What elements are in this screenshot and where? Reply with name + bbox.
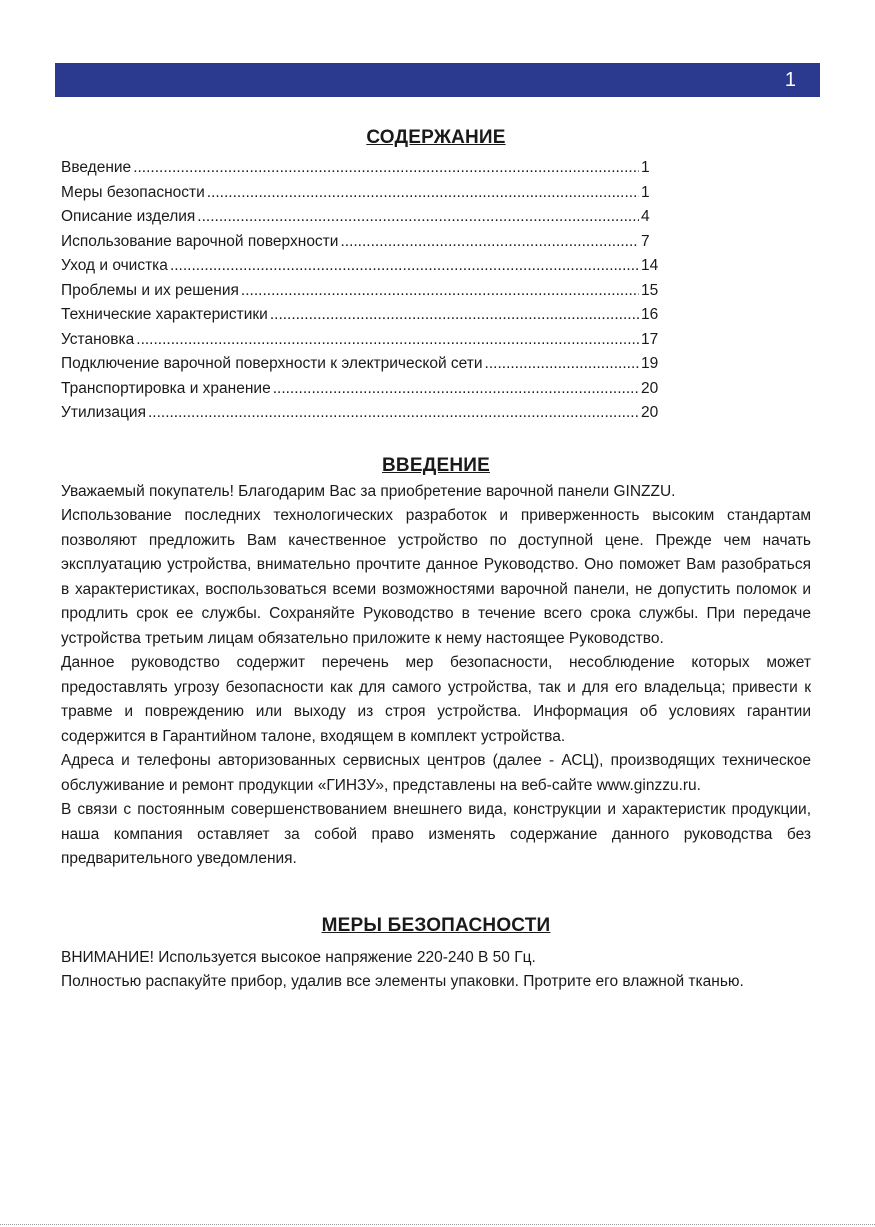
toc-item[interactable]: [61, 352, 659, 377]
toc-dot-leader: [273, 377, 639, 402]
toc-dot-leader: [148, 401, 639, 426]
toc-item-page: 4: [641, 208, 650, 225]
toc-item-title: Описание изделия: [61, 208, 196, 225]
intro-paragraph: Адреса и телефоны авторизованных сервисных центров (далее - АСЦ), производящих техническое обслуживание и ремонт продукции «ГИНЗУ», представлены на веб-сайте www.ginzzu.ru.: [61, 752, 811, 794]
page-content: [61, 124, 811, 995]
toc-dot-leader: [133, 156, 639, 181]
toc-item-title: Установка: [61, 330, 135, 348]
toc-item[interactable]: [61, 401, 659, 426]
toc-dot-leader: [136, 328, 639, 353]
toc-dot-leader: [170, 254, 639, 279]
toc-item-title: Введение: [61, 159, 132, 176]
page-bottom-divider: [0, 1224, 875, 1225]
toc-item[interactable]: [61, 181, 659, 206]
safety-heading: МЕРЫ БЕЗОПАСНОСТИ: [321, 914, 551, 936]
toc-item-title: Использование варочной поверхности: [61, 232, 339, 250]
intro-paragraph: Уважаемый покупатель! Благодарим Вас за приобретение варочной панели GINZZU.: [61, 482, 676, 500]
toc-item-page: 17: [641, 330, 659, 348]
toc-item[interactable]: [61, 377, 659, 402]
toc-dot-leader: [241, 279, 639, 304]
toc-item-page: 16: [641, 306, 659, 323]
toc-item[interactable]: [61, 156, 659, 181]
toc-item[interactable]: [61, 230, 659, 255]
toc-item-page: 1: [641, 159, 650, 176]
toc-heading: СОДЕРЖАНИЕ: [366, 127, 506, 148]
toc-item-page: 14: [641, 257, 659, 274]
toc-dot-leader: [207, 181, 639, 206]
toc-item[interactable]: [61, 254, 659, 279]
safety-section: [61, 946, 811, 995]
toc-item-title: Утилизация: [61, 404, 146, 421]
toc-item[interactable]: [61, 303, 659, 328]
table-of-contents: [61, 156, 659, 426]
toc-item[interactable]: [61, 328, 659, 353]
toc-item-page: 20: [641, 379, 659, 397]
toc-item-page: 19: [641, 355, 659, 372]
toc-item[interactable]: [61, 279, 659, 304]
toc-item-page: 15: [641, 281, 659, 299]
toc-dot-leader: [340, 230, 639, 255]
toc-item-title: Меры безопасности: [61, 183, 205, 201]
intro-section: [61, 480, 811, 872]
intro-heading: ВВЕДЕНИЕ: [382, 454, 490, 476]
intro-paragraph: В связи с постоянным совершенствованием внешнего вида, конструкции и характеристик продукции, наша компания оставляет за собой право изменять содержание данного руководства без предварительного уведомления.: [61, 801, 811, 867]
toc-dot-leader: [197, 205, 639, 230]
toc-item-title: Проблемы и их решения: [61, 281, 239, 299]
toc-dot-leader: [270, 303, 639, 328]
toc-item[interactable]: [61, 205, 659, 230]
intro-paragraph: Данное руководство содержит перечень мер безопасности, несоблюдение которых может предоставлять угрозу безопасности как для самого устройства, так и для его владельца; привести к травме и повреждению или выходу из строя устройства. Информация об условиях гарантии содержится в Гарантийном талоне, входящем в комплект устройства.: [61, 654, 811, 745]
intro-paragraph: Использование последних технологических разработок и приверженность высоким стандартам позволяют предложить Вам качественное устройство по доступной цене. Прежде чем начать эксплуатацию устройства, внимательно прочтите данное Руководство. Оно поможет Вам разобраться в характеристиках, воспользоваться всеми возможностями варочной панели, не допустить поломок и продлить срок ее службы. Сохраняйте Руководство в течение всего срока службы. При передаче устройства третьим лицам обязательно приложите к нему настоящее Руководство.: [61, 507, 811, 647]
safety-warning: ВНИМАНИЕ! Используется высокое напряжение 220-240 В 50 Гц.: [61, 948, 536, 966]
toc-item-title: Подключение варочной поверхности к электрической сети: [61, 355, 483, 372]
page-header-bar: [55, 63, 820, 97]
toc-item-page: 7: [641, 232, 650, 250]
toc-item-title: Транспортировка и хранение: [61, 379, 271, 397]
safety-paragraph: Полностью распакуйте прибор, удалив все элементы упаковки. Протрите его влажной тканью.: [61, 973, 744, 990]
page-number: 1: [784, 69, 796, 91]
toc-item-title: Уход и очистка: [61, 257, 168, 274]
toc-dot-leader: [485, 352, 639, 377]
toc-item-page: 1: [641, 183, 650, 201]
toc-item-page: 20: [641, 404, 659, 421]
toc-item-title: Технические характеристики: [61, 306, 268, 323]
